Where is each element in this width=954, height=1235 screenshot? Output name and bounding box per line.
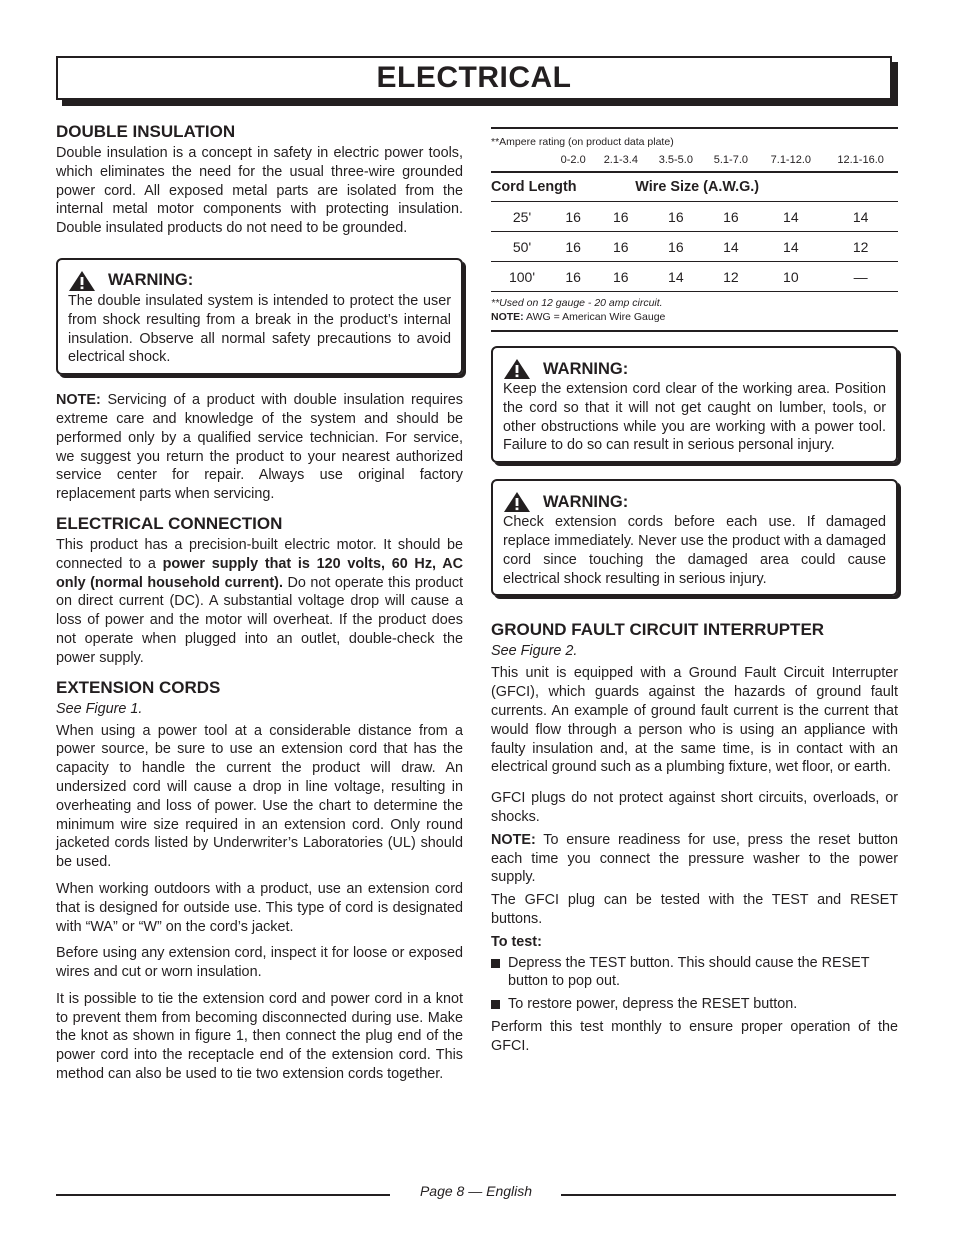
to-test-text: To test:	[491, 933, 542, 950]
wire-size-cell: 16	[648, 202, 703, 232]
extension-cords-p2: When working outdoors with a product, use an extension cord that is designed for outside use. This type of cord is designated with “WA” or “W” on the cord’s jacket.	[56, 880, 463, 935]
wire-size-table	[491, 149, 898, 292]
double-insulation-heading: DOUBLE INSULATION	[56, 122, 236, 141]
note-label: NOTE:	[491, 311, 524, 323]
gauge-footnote: **Used on 12 gauge - 20 amp circuit.	[491, 297, 663, 309]
wire-size-cell: 16	[703, 202, 758, 232]
warning-body: The double insulated system is intended to protect the user from shock resulting from a break in the product’s internal insulation. Observe all normal safety precautions to avoid electrical shock.	[68, 292, 451, 366]
warning-body: Keep the extension cord clear of the working area. Position the cord so that it will not get caught on lumber, tools, or other obstructions while you are working with a power tool. Failure to do so can result in serious personal injury.	[503, 381, 886, 454]
wire-size-cell: 14	[758, 232, 823, 262]
warning-label: WARNING:	[543, 359, 629, 378]
awg-note	[491, 310, 898, 324]
double-insulation-body: Double insulation is a concept in safety in electric power tools, which eliminates the need for the usual three-wire grounded power cord. All exposed metal parts are isolated from the internal metal motor components with protecting insulation. Double insulated products do not need to be grounded.	[56, 145, 463, 237]
wire-size-cell: 12	[823, 232, 898, 262]
page-title: ELECTRICAL	[376, 61, 572, 94]
gfci-p4: Perform this test monthly to ensure proper operation of the GFCI.	[491, 1018, 898, 1054]
extension-cords-p4: It is possible to tie the extension cord and power cord in a knot to prevent them from becoming disconnected during use. Make the knot as shown in figure 1, then connect the plug end of the power cord into the receptacle end of the extension cord. This method can also be used to tie two extension cords together.	[56, 990, 463, 1083]
bullet-text: Depress the TEST button. This should cause the RESET button to pop out.	[508, 954, 870, 990]
warning-header	[503, 491, 886, 513]
left-column	[56, 122, 463, 1092]
amp-header: 5.1-7.0	[703, 149, 758, 172]
gfci-p3: The GFCI plug can be tested with the TEST and RESET buttons.	[491, 892, 898, 927]
wire-size-table-block	[491, 127, 898, 332]
cord-length-cell: 100'	[491, 262, 553, 292]
to-test-label	[491, 933, 898, 952]
wire-size-cell: 14	[703, 232, 758, 262]
amp-header: 0-2.0	[553, 149, 593, 172]
wire-size-cell: 16	[593, 262, 648, 292]
amp-header: 3.5-5.0	[648, 149, 703, 172]
gfci-p2: GFCI plugs do not protect against short circuits, overloads, or shocks.	[491, 790, 898, 825]
table-row	[491, 202, 898, 232]
warning-box-insulation	[56, 258, 463, 375]
see-figure-2: See Figure 2.	[491, 643, 578, 660]
wire-size-cell: 10	[758, 262, 823, 292]
table-row	[491, 232, 898, 262]
awg-note-body: AWG = American Wire Gauge	[523, 311, 666, 323]
wire-size-cell: 14	[823, 202, 898, 232]
extension-cords-p1: When using a power tool at a considerable distance from a power source, be sure to use an extension cord that has the capacity to handle the current the product will draw. An undersized cord will cause a drop in line voltage, resulting in overheating and loss of power. Use the chart to determine the minimum wire size required in an extension cord. Only round jacketed cords listed by Underwriter’s Laboratories (UL) should be used.	[56, 722, 463, 871]
page-number: Page 8 — English	[419, 1183, 533, 1199]
bullet-square-icon	[491, 1000, 500, 1009]
footer-rule-left	[56, 1194, 390, 1196]
electrical-connection-body	[56, 536, 463, 668]
note-label: NOTE:	[56, 392, 101, 409]
cord-length-cell: 25'	[491, 202, 553, 232]
amp-header: 12.1-16.0	[823, 149, 898, 172]
page-footer	[56, 1183, 896, 1203]
warning-triangle-icon	[68, 270, 96, 292]
wire-size-label: Wire Size (A.W.G.)	[593, 172, 898, 202]
power-supply-spec: power supply that is 120 volts, 60 Hz, AC only (normal household current).	[56, 555, 463, 591]
amp-header-row	[491, 149, 898, 172]
list-item	[491, 995, 898, 1014]
bullet-text: To restore power, depress the RESET button.	[508, 996, 798, 1013]
electrical-connection-text-a: This product has a precision-built electric motor. It should be connected to a	[56, 536, 463, 572]
footer-rule-right	[561, 1194, 896, 1196]
gfci-note-body: To ensure readiness for use, press the reset button each time you connect the pressure washer to the power supply.	[491, 831, 898, 886]
wire-size-cell: 16	[553, 262, 593, 292]
wire-size-cell: 16	[648, 232, 703, 262]
wire-size-cell: 16	[553, 202, 593, 232]
warning-box-check-cords	[491, 479, 898, 596]
list-item	[491, 954, 898, 992]
bullet-square-icon	[491, 959, 500, 968]
table-footnotes	[491, 292, 898, 332]
cord-length-label: Cord Length	[491, 172, 593, 202]
warning-label: WARNING:	[543, 492, 629, 511]
extension-cords-p3: Before using any extension cord, inspect it for loose or exposed wires and cut or worn insulation.	[56, 945, 463, 981]
wire-size-cell: 12	[703, 262, 758, 292]
warning-label: WARNING:	[108, 271, 194, 290]
wire-size-cell: 16	[593, 202, 648, 232]
gfci-heading: GROUND FAULT CIRCUIT INTERRUPTER	[491, 620, 825, 640]
amp-header: 7.1-12.0	[758, 149, 823, 172]
extension-cords-heading: EXTENSION CORDS	[56, 677, 221, 697]
warning-triangle-icon	[503, 358, 531, 380]
note-label: NOTE:	[491, 831, 536, 848]
wire-size-cell: 14	[758, 202, 823, 232]
electrical-connection-heading: ELECTRICAL CONNECTION	[56, 513, 283, 533]
note-body: Servicing of a product with double insulation requires extreme care and knowledge of the system and should be performed only by a qualified service technician. For service, we suggest you return the product to your nearest authorized service center for repair. Always use original factory replacement parts when servicing.	[56, 392, 463, 503]
amp-header: 2.1-3.4	[593, 149, 648, 172]
wire-size-cell: 16	[593, 232, 648, 262]
warning-body: Check extension cords before each use. If damaged replace immediately. Never use the product with a damaged cord since touching the damaged area could cause electrical shock resulting in serious injury.	[503, 514, 886, 587]
see-figure-1: See Figure 1.	[56, 700, 143, 717]
wire-size-cell: 16	[553, 232, 593, 262]
title-banner	[56, 56, 892, 100]
wire-size-cell: 14	[648, 262, 703, 292]
column-label-row	[491, 172, 898, 202]
warning-box-working-area	[491, 346, 898, 463]
gfci-note	[491, 831, 898, 887]
gfci-p1: This unit is equipped with a Ground Fault Circuit Interrupter (GFCI), which guards against the hazards of ground fault currents. An example of ground fault current is the current that would flow through a person who is using an appliance with faulty insulation and, at the same time, is in contact with an electrical ground such as a plumbing fixture, wet floor, or earth.	[491, 665, 898, 776]
amp-header-blank	[491, 149, 553, 172]
table-row	[491, 262, 898, 292]
title-box	[56, 56, 892, 100]
cord-length-cell: 50'	[491, 232, 553, 262]
wire-size-cell: —	[823, 262, 898, 292]
warning-header	[68, 270, 451, 292]
note-servicing	[56, 391, 463, 504]
ampere-note: **Ampere rating (on product data plate)	[491, 136, 674, 148]
warning-triangle-icon	[503, 491, 531, 513]
warning-header	[503, 358, 886, 380]
electrical-connection-text-b: Do not operate this product on direct current (DC). A substantial voltage drop will cause a loss of power and the motor will overheat. If the product does not operate when plugged into an outlet, double-check the power supply.	[56, 574, 464, 666]
right-column	[491, 127, 898, 1064]
